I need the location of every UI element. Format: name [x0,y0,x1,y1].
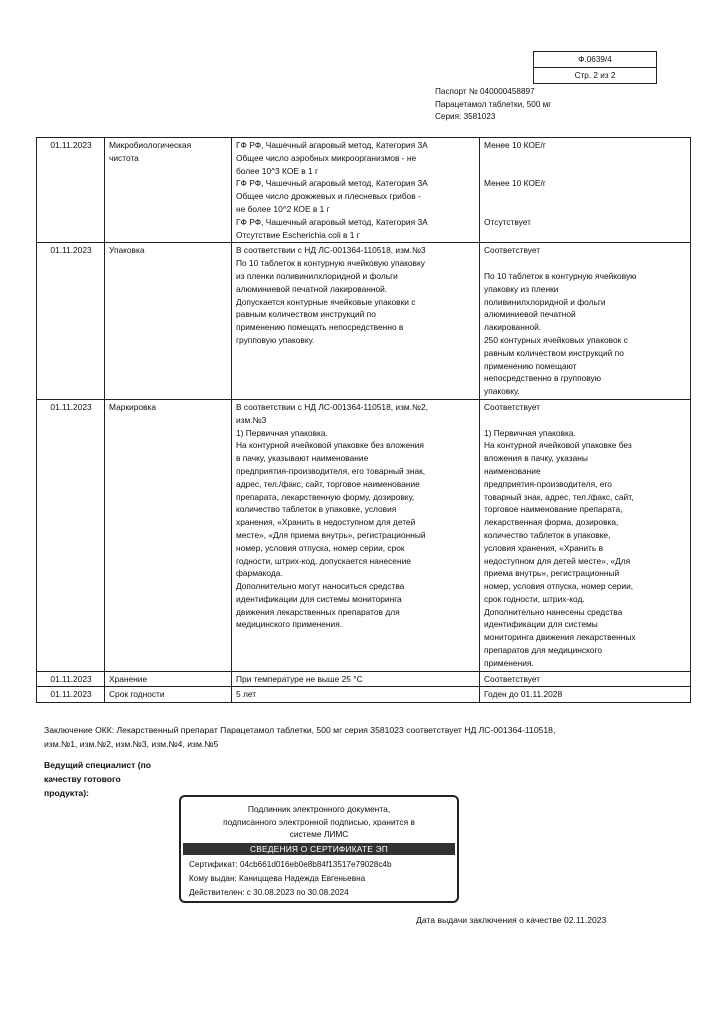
row-requirement [232,399,480,671]
row-requirement-line: ГФ РФ, Чашечный агаровый метод, Категория 3А [236,140,428,150]
row-requirement-line: количество таблеток в упаковке, условия [236,504,397,515]
row-result-line: поливинилхлоридной и фольги [484,296,606,307]
conclusion [44,723,664,751]
issue-date: Дата выдачи заключения о качестве 02.11.2023 [416,915,607,925]
row-result-line: применения. [484,657,534,668]
row-requirement-line: При температуре не выше 25 °С [236,673,363,684]
row-indicator-line: Маркировка [109,401,156,412]
row-requirement-line: движения лекарственных препаратов для [236,606,400,617]
row-requirement-line: 1) Первичная упаковка. [236,427,328,438]
row-requirement [232,687,480,703]
row-result [480,671,691,687]
lead-specialist-label [44,758,164,800]
stamp-line-3: системе ЛИМС [289,829,349,839]
row-result-line: Менее 10 КОЕ/г [484,178,546,189]
row-result [480,687,691,703]
row-requirement-line: На контурной ячейковой упаковке без вложения [236,440,424,451]
row-requirement-line: ГФ РФ, Чашечный агаровый метод, Категория 3А [236,216,428,227]
series-number: Серия: 3581023 [435,112,496,121]
row-indicator [105,399,232,671]
table-row [37,138,691,243]
row-requirement-line: годности, штрих-код, допускается нанесение [236,555,411,566]
passport-number: Паспорт № 040000458897 [435,87,535,96]
row-indicator [105,243,232,400]
electronic-signature-stamp [179,795,459,903]
lead-specialist-line: Ведущий специалист (по [44,760,152,770]
row-requirement-line: Дополнительно могут наноситься средства [236,581,405,592]
row-requirement [232,243,480,400]
row-result-line: Дополнительно нанесены средства [484,606,623,617]
row-result-line: номер, условия отпуска, номер серии, [484,581,634,592]
row-result-line: количество таблеток в упаковке, [484,529,611,540]
row-result-line: Годен до 01.11.2028 [484,689,563,700]
row-result-line: наименование [484,465,541,476]
page-info: Стр. 2 из 2 [534,68,657,84]
row-requirement-line: более 10^3 КОЕ в 1 г [236,165,319,176]
row-indicator [105,687,232,703]
row-result-line: применению помещают [484,360,577,371]
row-indicator [105,671,232,687]
row-result-line: Соответствует [484,673,541,684]
stamp-line-1: Подлинник электронного документа, [247,804,391,814]
certificate-validity: Действителен: с 30.08.2023 по 30.08.2024 [189,887,349,897]
row-result-line: На контурной ячейковой упаковке без [484,440,632,451]
certificate-number: Сертификат: 04cb661d016eb0e8b84f13517e79028c4b [189,859,392,869]
row-requirement-line: ГФ РФ, Чашечный агаровый метод, Категория 3А [236,178,428,189]
row-result [480,138,691,243]
row-result-line: упаковку из пленки [484,283,559,294]
row-result-line: 250 контурных ячейковых упаковок с [484,334,628,345]
row-requirement-line: в пачку, указывают наименование [236,453,369,464]
certificate-owner: Кому выдан: Каницщева Надежда Евгеньевна [189,873,366,883]
row-requirement-line: препарата, лекарственную форму, дозировку, [236,491,415,502]
row-result-line: равным количеством инструкций по [484,347,624,358]
conclusion-line-1: Заключение ОКК: Лекарственный препарат Парацетамол таблетки, 500 мг серия 3581023 соответствует НД ЛС-001364-110518, [44,725,556,735]
row-result-line: алюминиевой печатной [484,309,576,320]
table-row [37,399,691,671]
product-name: Парацетамол таблетки, 500 мг [435,99,552,109]
row-requirement-line: алюминиевой печатной лакированной. [236,283,388,294]
row-result-line: Соответствует [484,401,541,412]
row-result-line: идентификации для системы [484,619,598,630]
row-result-line: лекарственная форма, дозировка, [484,517,619,528]
row-requirement-line: идентификации для системы мониторинга [236,593,402,604]
form-code-box [533,51,657,84]
row-result-line: товарный знак, адрес, тел./факс, сайт, [484,491,634,502]
table-row [37,243,691,400]
row-result-line [484,203,687,216]
passport-header [435,86,551,124]
table-row [37,687,691,703]
row-indicator-line: Микробиологическая [109,140,192,150]
certificate-banner: СВЕДЕНИЯ О СЕРТИФИКАТЕ ЭП [183,843,455,855]
row-indicator-line: Упаковка [109,245,145,256]
row-indicator-line: Хранение [109,673,148,684]
row-requirement-line: Общее число дрожжевых и плесневых грибов - [236,191,421,202]
row-result-line: По 10 таблеток в контурную ячейковую [484,270,637,281]
row-result-line: Отсутствует [484,216,531,227]
row-result [480,399,691,671]
row-result-line: предприятия-производителя, его [484,478,612,489]
row-result-line: срок годности, штрих-код. [484,593,585,604]
row-requirement-line: В соответствии с НД ЛС-001364-110518, изм.№3 [236,245,426,256]
row-date: 01.11.2023 [37,687,105,703]
row-requirement-line: По 10 таблеток в контурную ячейковую упаковку [236,258,425,269]
row-result-line: Соответствует [484,245,541,256]
stamp-line-2: подписанного электронной подписью, хранится в [223,816,415,827]
row-result-line: приема внутрь», регистрационный [484,568,620,579]
row-result-line: препаратов для медицинского [484,645,603,656]
quality-table-body [37,138,691,703]
row-requirement-line: равным количеством инструкций по [236,309,376,320]
row-result-line: непосредственно в групповую [484,373,601,384]
row-result-line: условия хранения, «Хранить в [484,542,604,553]
row-requirement-line: предприятия-производителя, его товарный знак, [236,465,426,476]
row-result-line: Менее 10 КОЕ/г [484,140,546,150]
row-result-line: мониторинга движения лекарственных [484,632,636,643]
row-requirement [232,138,480,243]
row-result [480,243,691,400]
form-code: Ф.0639/4 [534,52,657,68]
row-requirement-line: номер, условия отпуска, номер серии, срок [236,542,405,553]
row-requirement-line: групповую упаковку. [236,334,315,345]
row-date: 01.11.2023 [37,671,105,687]
row-requirement-line: В соответствии с НД ЛС-001364-110518, изм.№2, [236,401,428,412]
row-requirement-line: изм.№3 [236,414,267,425]
row-date: 01.11.2023 [37,399,105,671]
row-result-line: лакированной. [484,322,542,333]
row-requirement-line: 5 лет [236,689,257,700]
row-result-line: вложения в пачку, указаны [484,453,588,464]
row-date: 01.11.2023 [37,138,105,243]
lead-specialist-line: качеству готового [44,774,121,784]
row-date: 01.11.2023 [37,243,105,400]
conclusion-line-2: изм.№1, изм.№2, изм.№3, изм.№4, изм.№5 [44,739,219,749]
row-indicator-line: чистота [109,152,139,163]
row-requirement-line: применению помещать непосредственно в [236,322,404,333]
row-requirement-line: не более 10^2 КОЕ в 1 г [236,203,330,214]
lead-specialist-line: продукта): [44,788,89,798]
row-result-line [484,257,687,270]
quality-table [36,137,691,703]
row-requirement-line: из пленки поливинилхлоридной и фольги [236,270,398,281]
row-requirement-line: адрес, тел./факс, сайт, торговое наименование [236,478,420,489]
row-result-line: торговое наименование препарата, [484,504,623,515]
row-indicator [105,138,232,243]
row-result-line: упаковку. [484,386,520,397]
table-row [37,671,691,687]
row-result-line [484,152,687,165]
row-result-line [484,190,687,203]
row-requirement-line: месте», «Для приема внутрь», регистрационный [236,529,426,540]
row-requirement-line: Допускается контурные ячейковые упаковки с [236,296,416,307]
row-result-line: недоступном для детей месте», «Для [484,555,631,566]
row-result-line [484,165,687,178]
row-indicator-line: Срок годности [109,689,165,700]
row-requirement-line: фармакода. [236,568,283,579]
row-requirement-line: медицинского применения. [236,619,343,630]
row-requirement-line: Общее число аэробных микроорганизмов - не [236,152,417,163]
row-requirement-line: хранения, «Хранить в недоступном для детей [236,517,416,528]
row-result-line [484,414,687,427]
row-requirement-line: Отсутствие Escherichia coli в 1 г [236,229,360,240]
row-requirement [232,671,480,687]
row-result-line: 1) Первичная упаковка. [484,427,576,438]
